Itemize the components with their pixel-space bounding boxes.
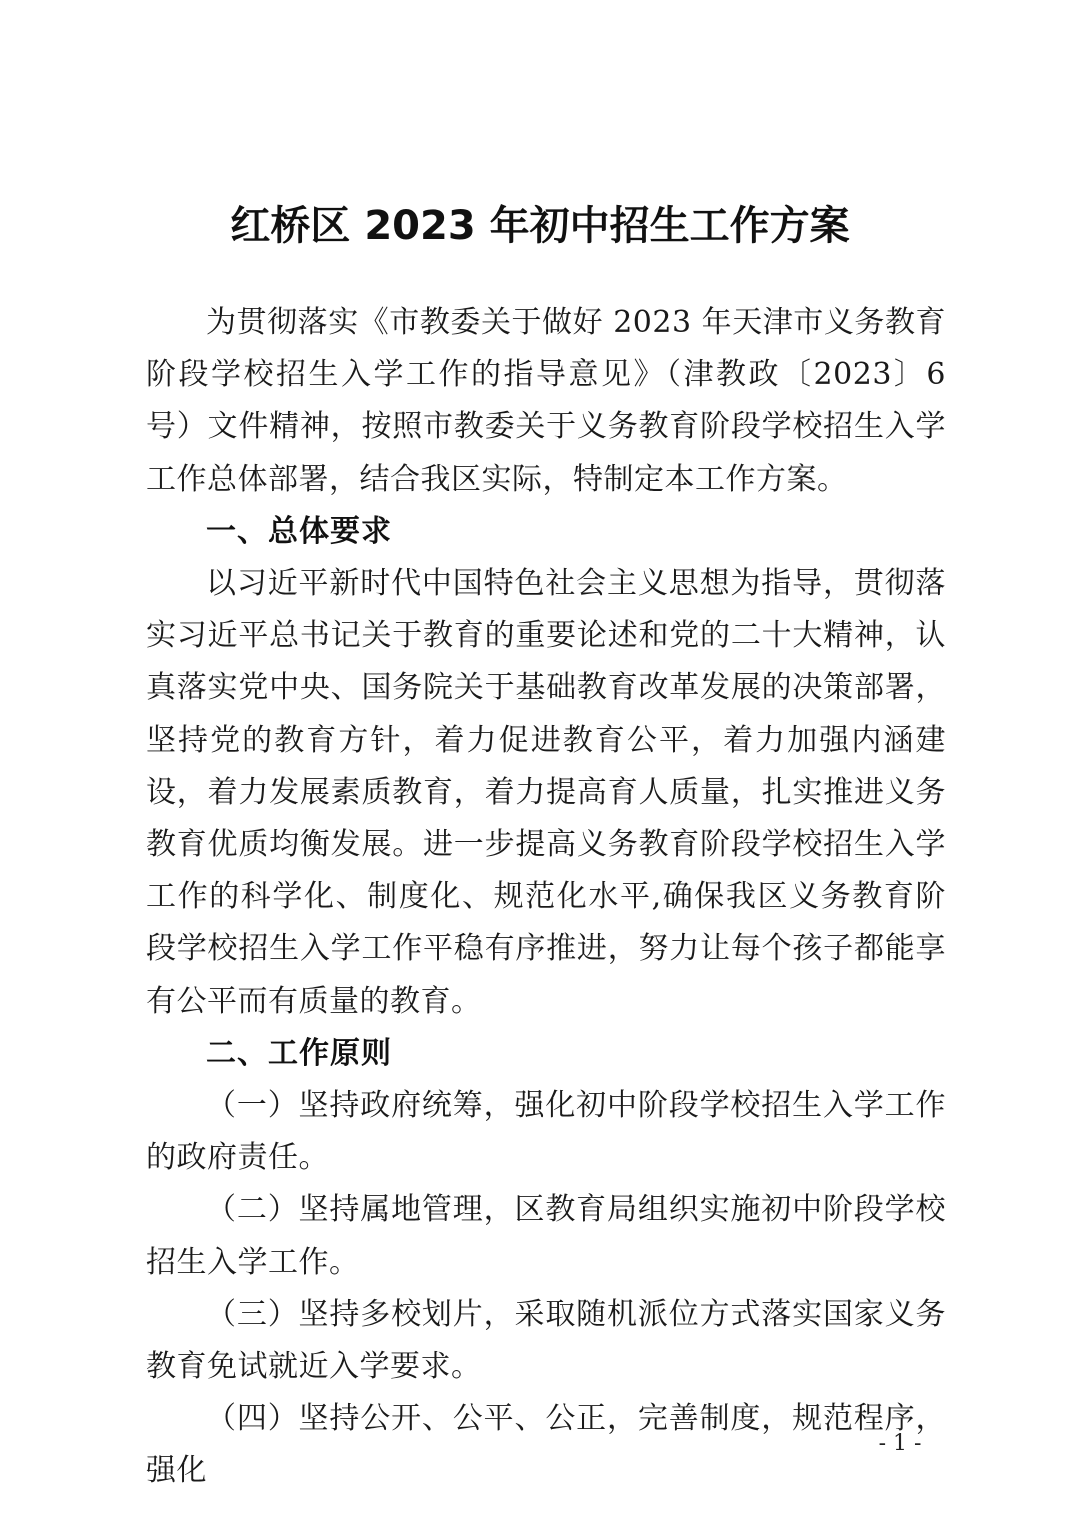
intro-paragraph: 为贯彻落实《市教委关于做好 2023 年天津市义务教育阶段学校招生入学工作的指导意见》（津教政〔2023〕6 号）文件精神，按照市教委关于义务教育阶段学校招生入学工作总体部署，结合我区实际，特制定本工作方案。 [146,305,946,497]
principle-1-paragraph: （一）坚持政府统筹，强化初中阶段学校招生入学工作的政府责任。 [146,1088,946,1176]
principle-4-paragraph: （四）坚持公开、公平、公正，完善制度，规范程序，强化 [146,1401,946,1489]
document-body [146,297,946,1498]
overall-requirements-paragraph: 以习近平新时代中国特色社会主义思想为指导，贯彻落实习近平总书记关于教育的重要论述和党的二十大精神，认真落实党中央、国务院关于基础教育改革发展的决策部署，坚持党的教育方针，着力促进教育公平，着力加强内涵建设，着力发展素质教育，着力提高育人质量，扎实推进义务教育优质均衡发展。进一步提高义务教育阶段学校招生入学工作的科学化、制度化、规范化水平,确保我区义务教育阶段学校招生入学工作平稳有序推进，努力让每个孩子都能享有公平而有质量的教育。 [146,566,946,1019]
section-heading-work-principles: 二、工作原则 [206,1035,392,1071]
principle-2-paragraph: （二）坚持属地管理，区教育局组织实施初中阶段学校招生入学工作。 [146,1192,946,1280]
document-title: 红桥区 2023 年初中招生工作方案 [230,203,850,249]
section-heading-overall-requirements: 一、总体要求 [206,513,392,549]
page-number: - 1 - [878,1431,922,1456]
principle-3-paragraph: （三）坚持多校划片，采取随机派位方式落实国家义务教育免试就近入学要求。 [146,1296,946,1385]
